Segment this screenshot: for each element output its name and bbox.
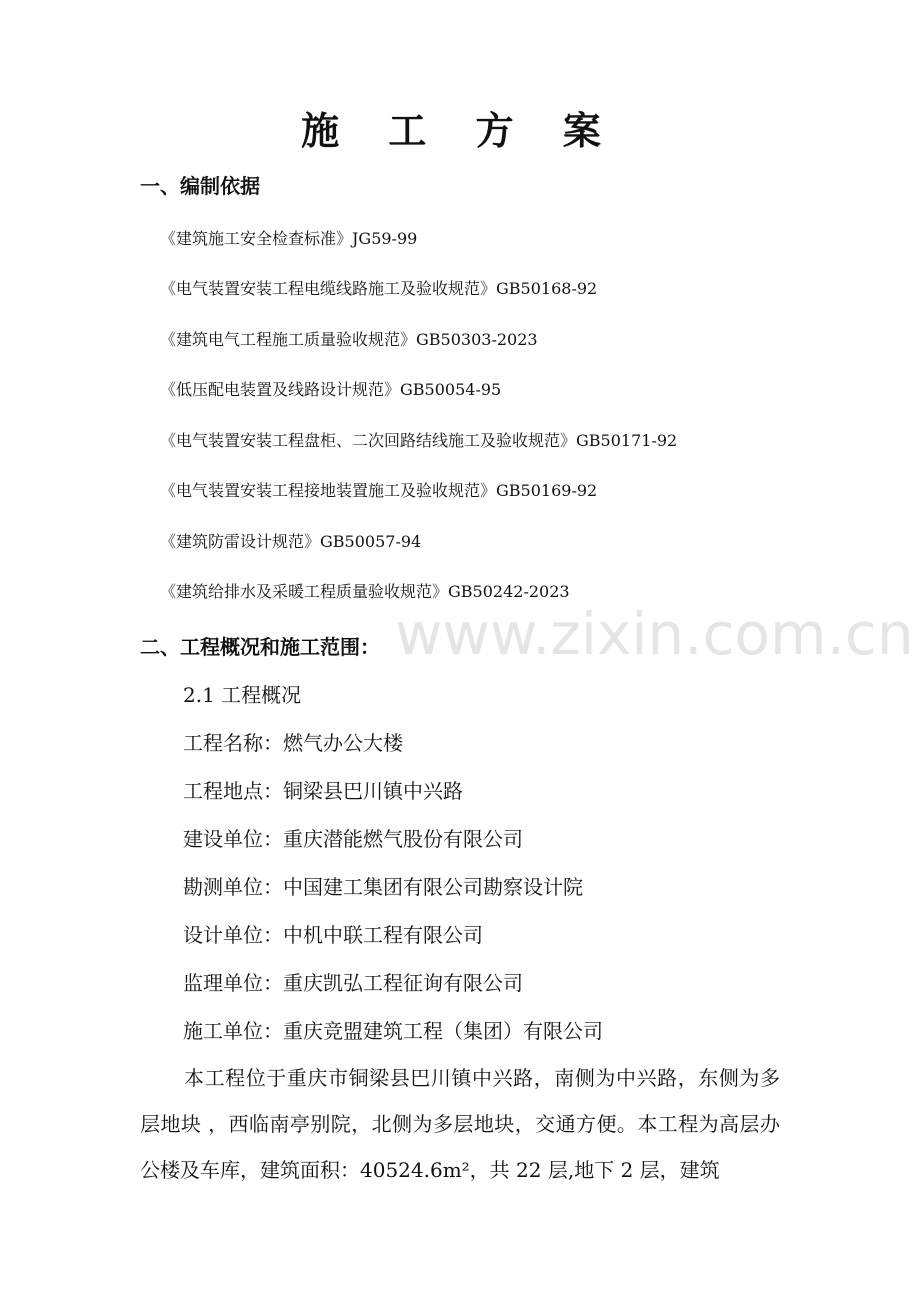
- overview-paragraph: 本工程位于重庆市铜梁县巴川镇中兴路，南侧为中兴路，东侧为多层地块 ，西临南亭别院，北侧为多层地块，交通方便。本工程为高层办公楼及车库，建筑面积：40524.6m²，共 22 层,地下 2 层，建筑: [140, 1066, 780, 1182]
- document-title: 施 工 方 案: [301, 108, 619, 153]
- project-name: 工程名称：燃气办公大楼: [183, 731, 403, 755]
- reference-item: 《建筑给排水及采暖工程质量验收规范》GB50242-2023: [160, 582, 570, 601]
- reference-item: 《建筑防雷设计规范》GB50057-94: [160, 532, 422, 551]
- reference-item: 《电气装置安装工程电缆线路施工及验收规范》GB50168-92: [160, 279, 598, 298]
- reference-item: 《低压配电装置及线路设计规范》GB50054-95: [160, 380, 502, 399]
- design-unit: 设计单位：中机中联工程有限公司: [183, 923, 483, 947]
- survey-unit: 勘测单位：中国建工集团有限公司勘察设计院: [183, 875, 583, 899]
- reference-item: 《建筑施工安全检查标准》JG59-99: [160, 229, 418, 248]
- reference-item: 《电气装置安装工程盘柜、二次回路结线施工及验收规范》GB50171-92: [160, 431, 678, 450]
- construction-unit: 施工单位：重庆竞盟建筑工程（集团）有限公司: [183, 1019, 603, 1043]
- section-heading-overview: 二、工程概况和施工范围：: [140, 635, 380, 659]
- project-location: 工程地点：铜梁县巴川镇中兴路: [183, 779, 463, 803]
- section-heading-basis: 一、编制依据: [140, 174, 260, 198]
- reference-item: 《建筑电气工程施工质量验收规范》GB50303-2023: [160, 330, 538, 349]
- watermark: www.zixin.com.cn: [395, 600, 914, 668]
- supervision-unit: 监理单位：重庆凯弘工程征询有限公司: [183, 971, 523, 995]
- client-unit: 建设单位：重庆潜能燃气股份有限公司: [183, 827, 523, 851]
- subsection-title: 2.1 工程概况: [183, 683, 302, 707]
- reference-item: 《电气装置安装工程接地装置施工及验收规范》GB50169-92: [160, 481, 598, 500]
